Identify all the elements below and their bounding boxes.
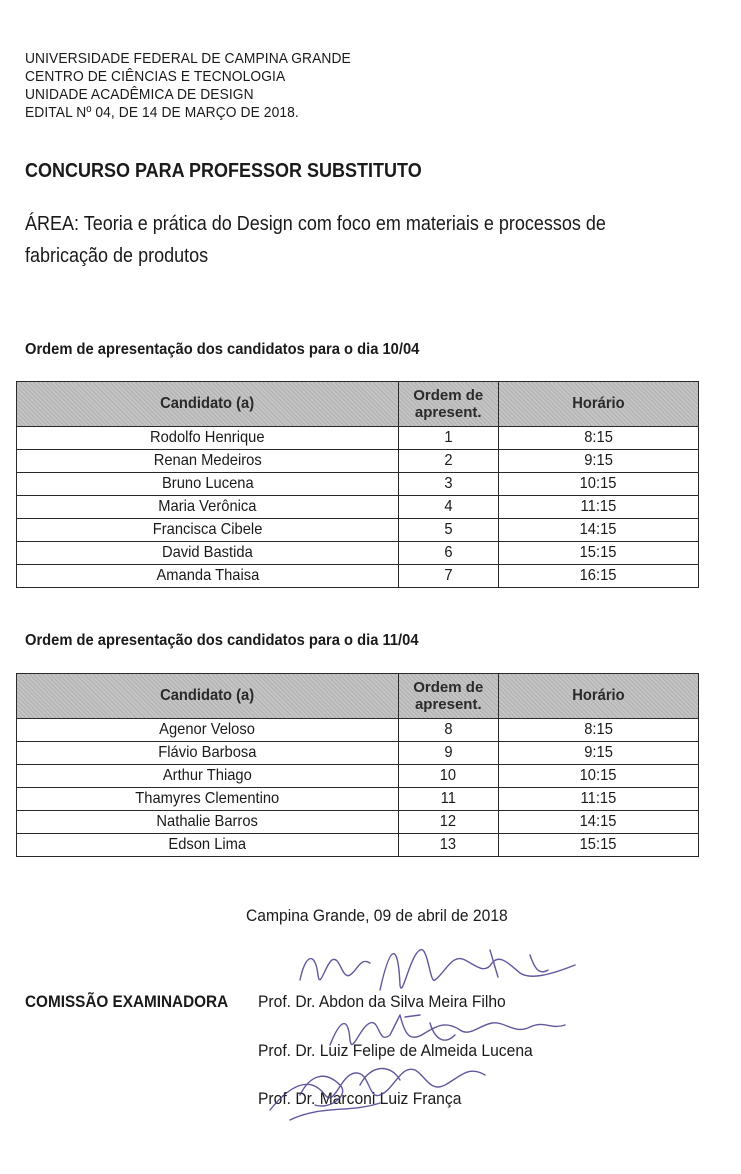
signature-1: [300, 950, 575, 990]
committee-label: COMISSÃO EXAMINADORA: [25, 992, 229, 1011]
presentation-time: 9:15: [498, 450, 698, 473]
candidate-name: Francisca Cibele: [17, 519, 399, 542]
table-row: [17, 765, 699, 788]
area-line-1: ÁREA: Teoria e prática do Design com foco em materiais e processos de: [25, 213, 606, 235]
presentation-order: 3: [398, 473, 498, 496]
column-header-order: Ordem de apresent.: [398, 382, 498, 427]
committee-member-1: Prof. Dr. Abdon da Silva Meira Filho: [258, 992, 506, 1011]
table-header-row: [17, 382, 699, 427]
column-header-candidate: Candidato (a): [17, 674, 399, 719]
area-description: [25, 208, 725, 272]
section-title-day-2: Ordem de apresentação dos candidatos para o dia 11/04: [25, 632, 419, 649]
presentation-order: 1: [398, 427, 498, 450]
presentation-order: 2: [398, 450, 498, 473]
candidate-name: Flávio Barbosa: [17, 742, 399, 765]
table-row: [17, 719, 699, 742]
edict-reference: EDITAL Nº 04, DE 14 DE MARÇO DE 2018.: [25, 104, 299, 121]
candidate-name: Thamyres Clementino: [17, 788, 399, 811]
committee-member-3: Prof. Dr. Marconi Luiz França: [258, 1089, 462, 1108]
schedule-table-day-2: [16, 673, 699, 857]
place-and-date: Campina Grande, 09 de abril de 2018: [246, 906, 508, 925]
table-row: [17, 427, 699, 450]
institution-header: [25, 50, 625, 122]
table-row: [17, 542, 699, 565]
presentation-order: 4: [398, 496, 498, 519]
academic-unit-name: UNIDADE ACADÊMICA DE DESIGN: [25, 86, 254, 103]
handwritten-signatures: [230, 935, 610, 1135]
presentation-order: 12: [398, 811, 498, 834]
candidate-name: Rodolfo Henrique: [17, 427, 399, 450]
table-row: [17, 519, 699, 542]
table-row: [17, 811, 699, 834]
table-row: [17, 742, 699, 765]
committee-member-2: Prof. Dr. Luiz Felipe de Almeida Lucena: [258, 1041, 533, 1060]
presentation-order: 5: [398, 519, 498, 542]
presentation-order: 13: [398, 834, 498, 857]
presentation-order: 7: [398, 565, 498, 588]
candidate-name: Renan Medeiros: [17, 450, 399, 473]
candidate-name: Amanda Thaisa: [17, 565, 399, 588]
candidate-name: Maria Verônica: [17, 496, 399, 519]
presentation-time: 11:15: [498, 788, 698, 811]
column-header-time: Horário: [498, 382, 698, 427]
presentation-time: 11:15: [498, 496, 698, 519]
presentation-order: 10: [398, 765, 498, 788]
presentation-time: 9:15: [498, 742, 698, 765]
table-row: [17, 473, 699, 496]
column-header-candidate: Candidato (a): [17, 382, 399, 427]
table-row: [17, 788, 699, 811]
candidate-name: Bruno Lucena: [17, 473, 399, 496]
section-title-day-1: Ordem de apresentação dos candidatos para o dia 10/04: [25, 341, 420, 358]
presentation-order: 9: [398, 742, 498, 765]
schedule-table-day-1: [16, 381, 699, 588]
presentation-time: 15:15: [498, 834, 698, 857]
presentation-time: 10:15: [498, 765, 698, 788]
presentation-order: 11: [398, 788, 498, 811]
presentation-time: 10:15: [498, 473, 698, 496]
candidate-name: Arthur Thiago: [17, 765, 399, 788]
presentation-order: 8: [398, 719, 498, 742]
contest-title: CONCURSO PARA PROFESSOR SUBSTITUTO: [25, 160, 422, 182]
candidate-name: Edson Lima: [17, 834, 399, 857]
presentation-time: 8:15: [498, 427, 698, 450]
table-header-row: [17, 674, 699, 719]
table-row: [17, 496, 699, 519]
candidate-name: Agenor Veloso: [17, 719, 399, 742]
candidate-name: David Bastida: [17, 542, 399, 565]
column-header-order: Ordem de apresent.: [398, 674, 498, 719]
candidate-name: Nathalie Barros: [17, 811, 399, 834]
area-line-2: fabricação de produtos: [25, 245, 209, 267]
presentation-time: 14:15: [498, 519, 698, 542]
presentation-time: 16:15: [498, 565, 698, 588]
presentation-time: 8:15: [498, 719, 698, 742]
presentation-time: 15:15: [498, 542, 698, 565]
column-header-time: Horário: [498, 674, 698, 719]
center-name: CENTRO DE CIÊNCIAS E TECNOLOGIA: [25, 68, 286, 85]
presentation-order: 6: [398, 542, 498, 565]
signature-2: [330, 1015, 565, 1045]
presentation-time: 14:15: [498, 811, 698, 834]
signature-3: [270, 1069, 485, 1120]
table-row: [17, 565, 699, 588]
table-row: [17, 450, 699, 473]
university-name: UNIVERSIDADE FEDERAL DE CAMPINA GRANDE: [25, 50, 351, 67]
table-row: [17, 834, 699, 857]
